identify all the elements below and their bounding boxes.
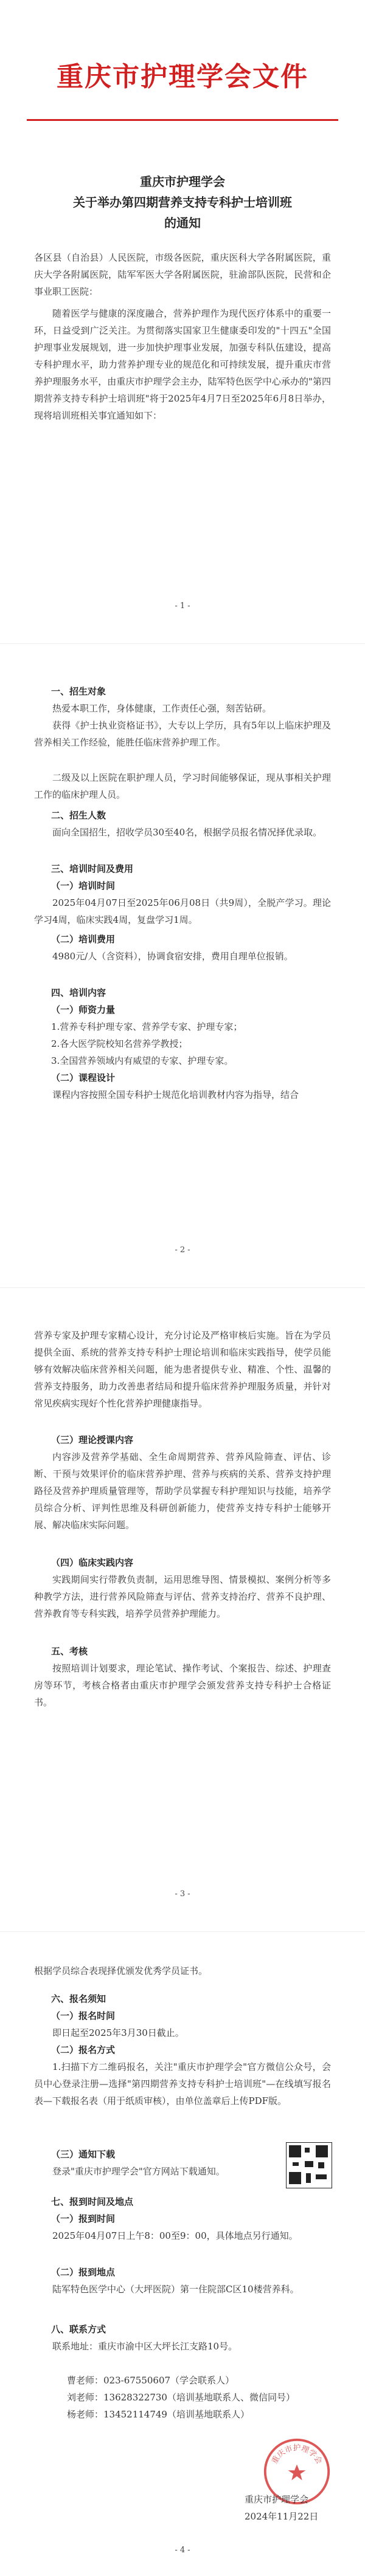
page-4 (0, 1932, 365, 2576)
paragraph: 即日起至2025年3月30日截止。 (52, 2027, 184, 2038)
paragraph (34, 2163, 271, 2180)
subsection-heading: （一）报名时间 (51, 2010, 116, 2021)
paragraph: 2025年04月07日至2025年06月08日（共9周），全脱产学习。理论学习4周，临床实践4周，复盘学习1周。 (34, 897, 331, 925)
registration-qr-code[interactable] (286, 2142, 332, 2188)
subsection-heading: （一）师资力量 (51, 1004, 116, 1015)
page-2 (0, 644, 365, 1288)
subsection-heading: （三）理论授课内容 (51, 1434, 134, 1445)
paragraph: 课程内容按照全国专科护士规范化培训教材内容为指导，结合 (52, 1089, 299, 1100)
subsection-heading: （二）报到地点 (51, 2267, 116, 2278)
subsection-heading: （一）报到时间 (51, 2213, 116, 2224)
paragraph: 2025年04月07日上午8：00至9：00，具体地点另行通知。 (52, 2230, 298, 2241)
subsection-heading: （二）课程设计 (51, 1072, 116, 1083)
paragraph: 获得《护士执业资格证书》，大专以上学历，具有5年以上临床护理及营养相关工作经验，能胜任临床营养护理工作。 (34, 720, 331, 748)
list-item: 1.营养专科护理专家、营养学专家、护理专家； (51, 1021, 243, 1032)
title-line-3: 的通知 (164, 216, 201, 230)
paragraph: 二级及以上医院在职护理人员，学习时间能够保证，现从事相关护理工作的临床护理人员。 (34, 772, 331, 800)
paragraph: 按照培训计划要求，理论笔试、操作考试、个案报告、综述、护理查房等环节，考核合格者由重庆市护理学会颁发营养支持专科护士合格证书。 (34, 1663, 331, 1708)
subsection-heading: （二）培训费用 (51, 934, 116, 945)
contact-line: 刘老师：13628322730（培训基地联系人、微信同号） (67, 2392, 295, 2403)
paragraph: 联系地址：重庆市渝中区大坪长江支路10号。 (52, 2341, 238, 2352)
section-heading: 八、联系方式 (51, 2324, 106, 2335)
title-line-2: 关于举办第四期营养支持专科护士培训班 (73, 195, 292, 210)
paragraph: 陆军特色医学中心（大坪医院）第一住院部C区10楼营养科。 (52, 2284, 299, 2295)
page-3 (0, 1288, 365, 1932)
list-item: 3.全国营养领域内有威望的专家、护理专家。 (51, 1055, 234, 1066)
page-number: - 4 - (175, 2546, 190, 2555)
signing-organization: 重庆市护理学会 (245, 2494, 309, 2505)
subsection-heading: （三）通知下载 (51, 2149, 116, 2160)
paragraph: 面向全国招生，招收学员30至40名，根据学员报名情况择优录取。 (52, 827, 322, 838)
document-banner: 重庆市护理学会文件 (57, 61, 308, 92)
section-heading: 三、培训时间及费用 (51, 863, 134, 874)
paragraph: 根据学员综合表现择优颁发优秀学员证书。 (34, 1965, 208, 1976)
list-item: 2.各大医学院校知名营养学教授； (51, 1038, 188, 1049)
page-number: - 2 - (175, 1245, 190, 1255)
signing-date: 2024年11月22日 (245, 2511, 319, 2522)
seal-text: 重庆市护理学会 (269, 2443, 324, 2465)
subsection-heading: （四）临床实践内容 (51, 1557, 134, 1568)
section-heading: 七、报到时间及地点 (51, 2196, 134, 2207)
page-number: - 3 - (175, 1889, 190, 1899)
paragraph: 营养专家及护理专家精心设计，充分讨论及严格审核后实施。旨在为学员提供全面、系统的营养支持专科护士理论培训和临床实践指导，使学员能够有效解决临床营养相关问题，能为患者提供专业、精准、个性、温馨的营养支持服务，助力改善患者结局和提升临床营养护理服务质量，并针对常见疾病实现好个性化营养护理健康指导。 (34, 1330, 331, 1409)
contact-line: 曹老师：023-67550607（学会联系人） (67, 2375, 235, 2386)
section-heading: 二、招生人数 (51, 810, 106, 821)
section-heading: 四、培训内容 (51, 987, 106, 998)
section-heading: 五、考核 (51, 1646, 88, 1657)
title-line-1: 重庆市护理学会 (140, 174, 225, 189)
paragraph: 4980元/人（含资料），协调食宿安排，费用自理单位报销。 (52, 951, 293, 962)
paragraph: 热爱本职工作，身体健康，工作责任心强，刻苦钻研。 (52, 703, 272, 714)
intro-paragraph: 随着医学与健康的深度融合，营养护理作为现代医疗体系中的重要一环，日益受到广泛关注。为贯彻落实国家卫生健康委印发的"十四五"全国护理事业发展规划，进一步加快护理事业发展，加强专科队伍建设，提高专科护理水平，助力营养护理专业的规范化和可持续发展，提升重庆市营养护理服务水平，由重庆市护理学会主办，陆军特色医学中心承办的"第四期营养支持专科护士培训班"将于2025年4月7日至2025年6月8日举办，现将培训班相关事宜通知如下： (34, 308, 331, 421)
addressee: 各区县（自治县）人民医院，市级各医院，重庆医科大学各附属医院，重庆大学各附属医院，陆军军医大学各附属医院，驻渝部队医院，民营和企事业职工医院： (34, 252, 331, 297)
paragraph: 实践期间实行带教负责制，运用思维导图、情景模拟、案例分析等多种教学方法，进行营养风险筛查与评估、营养支持治疗、营养不良护理、营养教育等专科实践，培养学员营养护理能力。 (34, 1574, 331, 1619)
red-divider (27, 119, 338, 121)
section-heading: 一、招生对象 (51, 686, 106, 697)
paragraph: 1.扫描下方二维码报名，关注"重庆市护理学会"官方微信公众号，会员中心登录注册—选择"第四期营养支持专科护士培训班"—在线填写报名表—下载报名表（用于纸质审核），由单位盖章后上传PDF版。 (34, 2061, 331, 2106)
subsection-heading: （一）培训时间 (51, 880, 116, 891)
subsection-heading: （二）报名方式 (51, 2044, 116, 2055)
paragraph: 内容涉及营养学基础、全生命周期营养、营养风险筛查、评估、诊断、干预与效果评价的临床营养护理、营养与疾病的关系、营养支持护理路径及营养护理质量管理等，帮助学员掌握专科护理知识与技能，培养学员综合分析、评判性思维及科研创新能力，使营养支持专科护士能够开展、解决临床实际问题。 (34, 1451, 331, 1530)
page-number: - 1 - (175, 601, 190, 611)
section-heading: 六、报名须知 (51, 1993, 106, 2004)
page-1 (0, 0, 365, 644)
contact-line: 杨老师：13452114749（培训基地联系人） (67, 2409, 249, 2420)
website-link[interactable]: 登录"重庆市护理学会"官方网站下载通知。 (52, 2166, 225, 2177)
